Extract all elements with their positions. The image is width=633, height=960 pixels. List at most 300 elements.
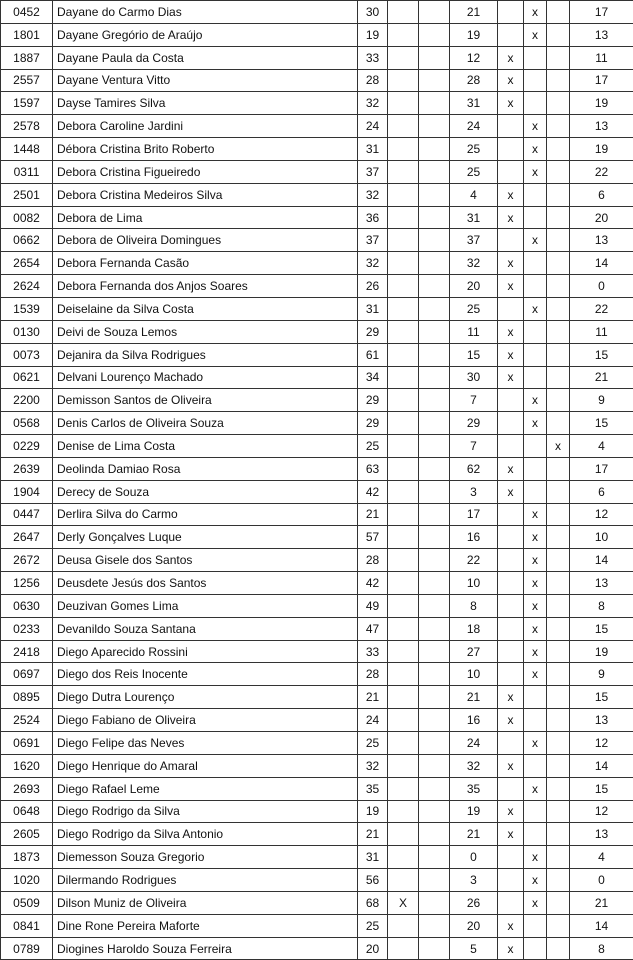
- mark-column-c: [498, 115, 524, 138]
- mark-column-d: [524, 823, 547, 846]
- mark-column-a: [388, 366, 419, 389]
- mark-column-d: [524, 46, 547, 69]
- mark-column-c: x: [498, 206, 524, 229]
- registration-code: 2418: [1, 640, 53, 663]
- mark-column-e: [547, 732, 570, 755]
- mark-column-a: [388, 229, 419, 252]
- mark-column-d: x: [524, 229, 547, 252]
- registration-code: 1620: [1, 754, 53, 777]
- count-value: 10: [450, 572, 498, 595]
- mark-column-e: [547, 754, 570, 777]
- mark-column-d: [524, 914, 547, 937]
- mark-column-b: [419, 732, 450, 755]
- mark-column-e: [547, 777, 570, 800]
- mark-column-b: [419, 891, 450, 914]
- person-name: Derecy de Souza: [53, 480, 358, 503]
- mark-column-b: [419, 777, 450, 800]
- mark-column-c: [498, 732, 524, 755]
- mark-column-e: [547, 297, 570, 320]
- count-value: 8: [450, 594, 498, 617]
- count-value: 30: [450, 366, 498, 389]
- mark-column-d: [524, 457, 547, 480]
- registration-code: 0447: [1, 503, 53, 526]
- mark-column-a: [388, 686, 419, 709]
- person-name: Diego Henrique do Amaral: [53, 754, 358, 777]
- age-value: 31: [358, 138, 388, 161]
- mark-column-d: [524, 92, 547, 115]
- mark-column-d: [524, 366, 547, 389]
- mark-column-c: [498, 1, 524, 24]
- person-name: Dejanira da Silva Rodrigues: [53, 343, 358, 366]
- age-value: 34: [358, 366, 388, 389]
- mark-column-b: [419, 549, 450, 572]
- mark-column-b: [419, 115, 450, 138]
- registration-code: 2605: [1, 823, 53, 846]
- mark-column-c: x: [498, 457, 524, 480]
- person-name: Débora Cristina Brito Roberto: [53, 138, 358, 161]
- person-name: Dayane Gregório de Araújo: [53, 23, 358, 46]
- mark-column-d: [524, 709, 547, 732]
- mark-column-b: [419, 435, 450, 458]
- count-value: 20: [450, 914, 498, 937]
- mark-column-b: [419, 297, 450, 320]
- mark-column-e: [547, 229, 570, 252]
- table-row: [1, 503, 633, 526]
- mark-column-c: x: [498, 320, 524, 343]
- mark-column-e: [547, 389, 570, 412]
- mark-column-d: x: [524, 572, 547, 595]
- mark-column-c: x: [498, 800, 524, 823]
- mark-column-a: [388, 275, 419, 298]
- score-value: 13: [570, 823, 633, 846]
- registration-code: 0568: [1, 412, 53, 435]
- mark-column-a: [388, 343, 419, 366]
- count-value: 16: [450, 526, 498, 549]
- registration-code: 2672: [1, 549, 53, 572]
- table-row: [1, 732, 633, 755]
- mark-column-c: [498, 891, 524, 914]
- table-row: [1, 686, 633, 709]
- registration-code: 2647: [1, 526, 53, 549]
- person-name: Diogines Haroldo Souza Ferreira: [53, 937, 358, 960]
- mark-column-e: [547, 412, 570, 435]
- table-row: [1, 709, 633, 732]
- score-value: 9: [570, 389, 633, 412]
- age-value: 68: [358, 891, 388, 914]
- age-value: 29: [358, 412, 388, 435]
- age-value: 42: [358, 480, 388, 503]
- count-value: 20: [450, 275, 498, 298]
- person-name: Deolinda Damiao Rosa: [53, 457, 358, 480]
- count-value: 31: [450, 92, 498, 115]
- age-value: 33: [358, 46, 388, 69]
- person-name: Debora Fernanda dos Anjos Soares: [53, 275, 358, 298]
- age-value: 63: [358, 457, 388, 480]
- mark-column-a: [388, 526, 419, 549]
- mark-column-c: [498, 526, 524, 549]
- mark-column-c: [498, 549, 524, 572]
- mark-column-b: [419, 572, 450, 595]
- table-row: [1, 549, 633, 572]
- mark-column-b: [419, 69, 450, 92]
- mark-column-a: [388, 183, 419, 206]
- mark-column-b: [419, 23, 450, 46]
- mark-column-a: [388, 92, 419, 115]
- mark-column-e: [547, 115, 570, 138]
- mark-column-a: [388, 937, 419, 960]
- count-value: 35: [450, 777, 498, 800]
- mark-column-d: [524, 800, 547, 823]
- person-name: Diemesson Souza Gregorio: [53, 846, 358, 869]
- mark-column-b: [419, 160, 450, 183]
- person-name: Dayane Paula da Costa: [53, 46, 358, 69]
- mark-column-b: [419, 663, 450, 686]
- mark-column-b: [419, 320, 450, 343]
- age-value: 37: [358, 160, 388, 183]
- mark-column-d: x: [524, 297, 547, 320]
- mark-column-e: [547, 46, 570, 69]
- mark-column-b: [419, 800, 450, 823]
- table-row: [1, 891, 633, 914]
- registration-code: 1887: [1, 46, 53, 69]
- mark-column-a: [388, 823, 419, 846]
- age-value: 28: [358, 549, 388, 572]
- age-value: 56: [358, 869, 388, 892]
- age-value: 21: [358, 503, 388, 526]
- mark-column-c: x: [498, 823, 524, 846]
- score-value: 13: [570, 229, 633, 252]
- mark-column-d: x: [524, 526, 547, 549]
- table-row: [1, 389, 633, 412]
- age-value: 20: [358, 937, 388, 960]
- mark-column-e: [547, 69, 570, 92]
- mark-column-d: x: [524, 617, 547, 640]
- count-value: 7: [450, 389, 498, 412]
- person-name: Denise de Lima Costa: [53, 435, 358, 458]
- mark-column-c: x: [498, 275, 524, 298]
- person-name: Debora Cristina Figueiredo: [53, 160, 358, 183]
- registration-code: 0452: [1, 1, 53, 24]
- mark-column-e: [547, 914, 570, 937]
- count-value: 25: [450, 297, 498, 320]
- registration-code: 2557: [1, 69, 53, 92]
- person-name: Diego dos Reis Inocente: [53, 663, 358, 686]
- table-row: [1, 480, 633, 503]
- mark-column-d: x: [524, 138, 547, 161]
- mark-column-c: x: [498, 754, 524, 777]
- registration-code: 2624: [1, 275, 53, 298]
- age-value: 19: [358, 23, 388, 46]
- mark-column-b: [419, 229, 450, 252]
- score-value: 12: [570, 800, 633, 823]
- mark-column-b: [419, 46, 450, 69]
- mark-column-e: [547, 549, 570, 572]
- count-value: 37: [450, 229, 498, 252]
- age-value: 21: [358, 823, 388, 846]
- registration-code: 1873: [1, 846, 53, 869]
- person-name: Diego Dutra Lourenço: [53, 686, 358, 709]
- table-row: [1, 252, 633, 275]
- mark-column-a: [388, 320, 419, 343]
- mark-column-b: [419, 594, 450, 617]
- mark-column-a: [388, 389, 419, 412]
- count-value: 4: [450, 183, 498, 206]
- mark-column-e: [547, 92, 570, 115]
- mark-column-b: [419, 526, 450, 549]
- mark-column-e: [547, 800, 570, 823]
- person-name: Delvani Lourenço Machado: [53, 366, 358, 389]
- mark-column-a: [388, 138, 419, 161]
- registration-code: 2200: [1, 389, 53, 412]
- mark-column-e: [547, 617, 570, 640]
- score-value: 0: [570, 869, 633, 892]
- mark-column-c: [498, 869, 524, 892]
- registration-code: 0648: [1, 800, 53, 823]
- age-value: 31: [358, 297, 388, 320]
- mark-column-e: [547, 869, 570, 892]
- mark-column-d: x: [524, 732, 547, 755]
- table-row: [1, 92, 633, 115]
- mark-column-e: [547, 183, 570, 206]
- age-value: 25: [358, 435, 388, 458]
- table-row: [1, 23, 633, 46]
- mark-column-e: [547, 640, 570, 663]
- mark-column-a: [388, 480, 419, 503]
- table-row: [1, 777, 633, 800]
- mark-column-d: x: [524, 846, 547, 869]
- registration-code: 1020: [1, 869, 53, 892]
- mark-column-c: x: [498, 183, 524, 206]
- mark-column-e: [547, 891, 570, 914]
- age-value: 32: [358, 92, 388, 115]
- mark-column-b: [419, 503, 450, 526]
- registration-code: 0789: [1, 937, 53, 960]
- count-value: 25: [450, 160, 498, 183]
- person-name: Deusdete Jesús dos Santos: [53, 572, 358, 595]
- score-value: 22: [570, 297, 633, 320]
- table-row: [1, 183, 633, 206]
- age-value: 25: [358, 732, 388, 755]
- score-value: 15: [570, 343, 633, 366]
- score-value: 15: [570, 686, 633, 709]
- person-name: Dayse Tamires Silva: [53, 92, 358, 115]
- score-value: 11: [570, 320, 633, 343]
- age-value: 33: [358, 640, 388, 663]
- age-value: 31: [358, 846, 388, 869]
- mark-column-b: [419, 343, 450, 366]
- mark-column-d: [524, 275, 547, 298]
- mark-column-e: [547, 160, 570, 183]
- mark-column-b: [419, 846, 450, 869]
- mark-column-a: [388, 777, 419, 800]
- mark-column-a: [388, 297, 419, 320]
- mark-column-d: [524, 686, 547, 709]
- mark-column-e: [547, 480, 570, 503]
- table-row: [1, 412, 633, 435]
- mark-column-a: [388, 69, 419, 92]
- mark-column-c: [498, 23, 524, 46]
- mark-column-b: [419, 686, 450, 709]
- mark-column-c: x: [498, 366, 524, 389]
- table-row: [1, 160, 633, 183]
- registration-code: 1597: [1, 92, 53, 115]
- person-name: Derly Gonçalves Luque: [53, 526, 358, 549]
- score-value: 14: [570, 754, 633, 777]
- person-name: Deiselaine da Silva Costa: [53, 297, 358, 320]
- registration-code: 0691: [1, 732, 53, 755]
- mark-column-d: [524, 320, 547, 343]
- registration-code: 2578: [1, 115, 53, 138]
- registration-code: 2639: [1, 457, 53, 480]
- person-name: Diego Rafael Leme: [53, 777, 358, 800]
- score-value: 15: [570, 617, 633, 640]
- count-value: 24: [450, 115, 498, 138]
- mark-column-c: x: [498, 480, 524, 503]
- count-value: 19: [450, 23, 498, 46]
- table-row: [1, 869, 633, 892]
- mark-column-c: x: [498, 46, 524, 69]
- age-value: 24: [358, 709, 388, 732]
- registration-code: 0311: [1, 160, 53, 183]
- table-row: [1, 800, 633, 823]
- mark-column-e: [547, 138, 570, 161]
- person-name: Debora de Oliveira Domingues: [53, 229, 358, 252]
- person-name: Demisson Santos de Oliveira: [53, 389, 358, 412]
- mark-column-e: [547, 937, 570, 960]
- age-value: 35: [358, 777, 388, 800]
- mark-column-b: [419, 457, 450, 480]
- mark-column-e: [547, 1, 570, 24]
- score-value: 21: [570, 891, 633, 914]
- registration-code: 1448: [1, 138, 53, 161]
- mark-column-a: [388, 412, 419, 435]
- count-value: 28: [450, 69, 498, 92]
- age-value: 47: [358, 617, 388, 640]
- person-name: Debora Caroline Jardini: [53, 115, 358, 138]
- person-name: Diego Felipe das Neves: [53, 732, 358, 755]
- mark-column-d: x: [524, 663, 547, 686]
- mark-column-e: [547, 206, 570, 229]
- count-value: 5: [450, 937, 498, 960]
- age-value: 29: [358, 389, 388, 412]
- person-name: Devanildo Souza Santana: [53, 617, 358, 640]
- count-value: 27: [450, 640, 498, 663]
- mark-column-b: [419, 914, 450, 937]
- table-row: [1, 138, 633, 161]
- mark-column-c: x: [498, 937, 524, 960]
- score-value: 14: [570, 252, 633, 275]
- mark-column-c: [498, 572, 524, 595]
- mark-column-e: [547, 503, 570, 526]
- count-value: 29: [450, 412, 498, 435]
- age-value: 29: [358, 320, 388, 343]
- mark-column-e: [547, 823, 570, 846]
- mark-column-e: [547, 572, 570, 595]
- registration-code: 0697: [1, 663, 53, 686]
- mark-column-e: [547, 663, 570, 686]
- age-value: 19: [358, 800, 388, 823]
- count-value: 32: [450, 252, 498, 275]
- mark-column-a: [388, 640, 419, 663]
- person-name: Debora de Lima: [53, 206, 358, 229]
- count-value: 18: [450, 617, 498, 640]
- score-value: 4: [570, 846, 633, 869]
- mark-column-a: [388, 160, 419, 183]
- table-row: [1, 115, 633, 138]
- registration-code: 1904: [1, 480, 53, 503]
- table-row: [1, 754, 633, 777]
- table-row: [1, 572, 633, 595]
- mark-column-e: [547, 846, 570, 869]
- table-row: [1, 1, 633, 24]
- score-value: 17: [570, 457, 633, 480]
- registration-code: 0621: [1, 366, 53, 389]
- person-name: Dayane Ventura Vitto: [53, 69, 358, 92]
- mark-column-e: [547, 320, 570, 343]
- mark-column-a: [388, 846, 419, 869]
- table-row: [1, 937, 633, 960]
- mark-column-c: x: [498, 709, 524, 732]
- person-name: Dilermando Rodrigues: [53, 869, 358, 892]
- age-value: 25: [358, 914, 388, 937]
- age-value: 42: [358, 572, 388, 595]
- age-value: 36: [358, 206, 388, 229]
- table-body: [1, 1, 633, 960]
- person-name: Dilson Muniz de Oliveira: [53, 891, 358, 914]
- mark-column-d: [524, 69, 547, 92]
- mark-column-b: [419, 823, 450, 846]
- person-name: Diego Rodrigo da Silva Antonio: [53, 823, 358, 846]
- mark-column-b: [419, 206, 450, 229]
- mark-column-b: [419, 754, 450, 777]
- mark-column-d: [524, 343, 547, 366]
- table-row: [1, 435, 633, 458]
- count-value: 12: [450, 46, 498, 69]
- age-value: 32: [358, 252, 388, 275]
- score-value: 10: [570, 526, 633, 549]
- mark-column-c: [498, 663, 524, 686]
- age-value: 61: [358, 343, 388, 366]
- mark-column-d: [524, 435, 547, 458]
- mark-column-a: [388, 549, 419, 572]
- mark-column-b: [419, 412, 450, 435]
- person-name: Derlira Silva do Carmo: [53, 503, 358, 526]
- mark-column-e: [547, 594, 570, 617]
- mark-column-a: [388, 435, 419, 458]
- mark-column-b: [419, 366, 450, 389]
- mark-column-c: x: [498, 914, 524, 937]
- registration-code: 2524: [1, 709, 53, 732]
- mark-column-b: [419, 709, 450, 732]
- mark-column-b: [419, 92, 450, 115]
- mark-column-e: [547, 366, 570, 389]
- mark-column-c: [498, 389, 524, 412]
- mark-column-c: [498, 297, 524, 320]
- score-value: 21: [570, 366, 633, 389]
- score-value: 19: [570, 138, 633, 161]
- age-value: 28: [358, 69, 388, 92]
- table-row: [1, 914, 633, 937]
- mark-column-b: [419, 1, 450, 24]
- age-value: 57: [358, 526, 388, 549]
- mark-column-b: [419, 389, 450, 412]
- mark-column-b: [419, 937, 450, 960]
- score-value: 17: [570, 1, 633, 24]
- registration-code: 0841: [1, 914, 53, 937]
- mark-column-a: [388, 1, 419, 24]
- mark-column-d: x: [524, 115, 547, 138]
- mark-column-c: [498, 594, 524, 617]
